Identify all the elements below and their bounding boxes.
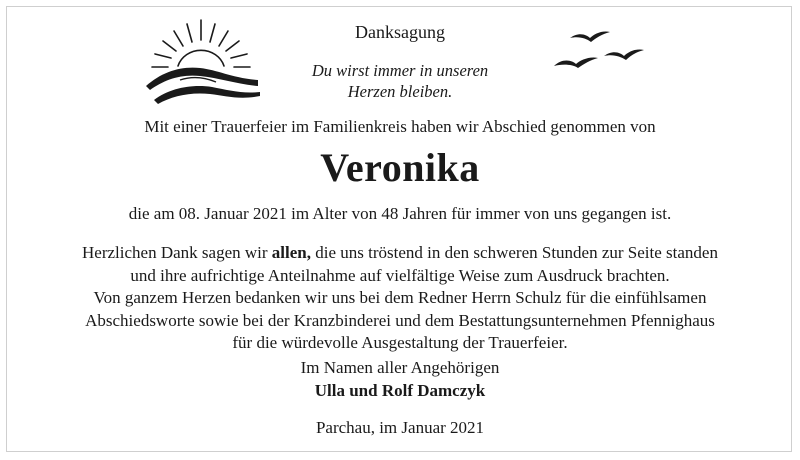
thanks-emphasis: allen, [271, 243, 311, 262]
thanks-line: Abschiedsworte sowie bei der Kranzbinderei und dem Bestattungsunternehmen Pfennighaus [85, 310, 715, 330]
thanks-paragraph [0, 242, 800, 355]
thanks-line: und ihre aufrichtige Anteilnahme auf vielfältige Weise zum Ausdruck brachten. [130, 265, 670, 285]
notice-heading: Danksagung [355, 22, 445, 42]
thanks-line: für die würdevolle Ausgestaltung der Trauerfeier. [232, 333, 568, 352]
family-names: Ulla und Rolf Damczyk [314, 381, 486, 400]
motto [0, 60, 800, 102]
thanks-line [0, 242, 800, 265]
bird-icon [604, 49, 644, 60]
motto-line: Herzen bleiben. [347, 82, 453, 101]
passing-text: die am 08. Januar 2021 im Alter von 48 Jahren für immer von uns gegangen ist. [128, 204, 672, 223]
thanks-text: die uns tröstend in den schweren Stunden zur Seite standen [311, 243, 718, 262]
thanks-text: Herzlichen Dank sagen wir [82, 243, 272, 262]
intro-text: Mit einer Trauerfeier im Familienkreis haben wir Abschied genommen von [144, 117, 656, 136]
place-date: Parchau, im Januar 2021 [315, 418, 485, 437]
deceased-name: Veronika [320, 145, 480, 190]
motto-line: Du wirst immer in unseren [311, 61, 489, 80]
thanks-line: Von ganzem Herzen bedanken wir uns bei dem Redner Herrn Schulz für die einfühlsamen [93, 288, 707, 307]
signoff-text: Im Namen aller Angehörigen [300, 358, 500, 377]
